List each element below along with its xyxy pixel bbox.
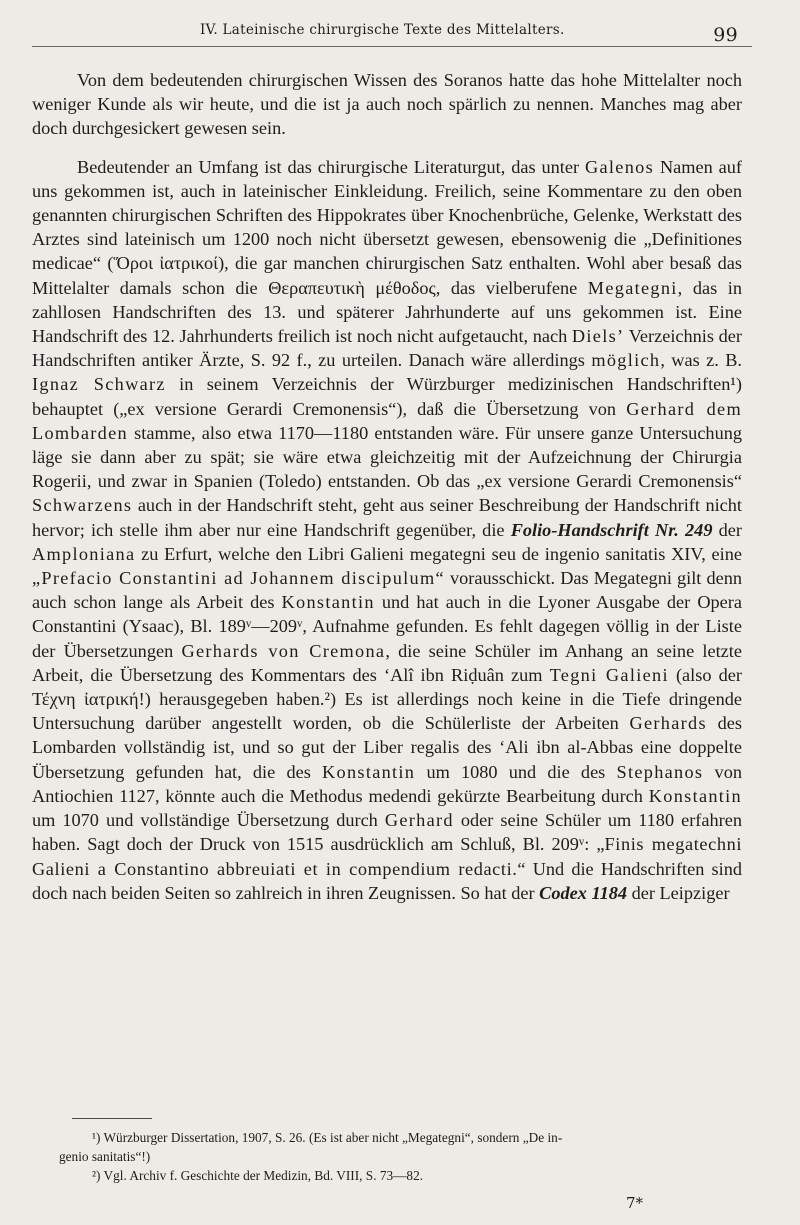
text-run: und hat auch in die Lyoner Ausgabe der Opera Constantini (Ysaac), Bl. 189ᵛ—209ᵛ, Aufnahme gefunden. Es fehlt dagegen völlig in der Liste der Übersetzungen <box>32 592 742 661</box>
name-megategni: Megategni <box>587 277 678 298</box>
text-run: in seinem Verzeichnis der Würzburger medizinischen Handschriften¹) behauptet („ex versione Gerardi Cremonensis“), daß die Übersetzung von <box>32 374 742 419</box>
tegni-galieni: Tegni Galieni <box>549 664 669 685</box>
name-schwarzens: Schwarzens <box>32 495 133 516</box>
name-diels: Diels’ <box>571 326 625 347</box>
body-text <box>32 68 742 905</box>
text-run: (also der Τέχνη ἰατρική!) herausgegeben haben.²) Es ist allerdings noch keine in die Tiefe dringende Untersuchung darüber angestellt worden, ob die Schülerliste der Arbeiten <box>32 664 742 734</box>
text-run: um 1070 und vollständige Übersetzung durch <box>32 810 385 831</box>
footnotes <box>32 1128 752 1185</box>
text-run: , was z. B. <box>660 350 742 371</box>
text-run: oder seine Schüler um 1180 erfahren haben. Sagt doch der Druck von 1515 ausdrücklich am Schluß, Bl. 209ᵛ: „ <box>32 810 742 855</box>
name-amploniana: Amploniana <box>32 543 136 564</box>
text-run: “ Und die Handschriften sind doch nach beiden Seiten so zahlreich in ihren Zeugnissen. So hat der <box>32 858 742 903</box>
header-rule <box>32 46 752 47</box>
footnote-rule <box>72 1118 152 1119</box>
paragraph-2 <box>32 155 742 905</box>
footnote-1-continued: genio sanitatis“!) <box>59 1149 151 1164</box>
running-title: IV. Lateinische chirurgische Texte des Mittelalters. <box>200 22 565 38</box>
name-schwarz: Ignaz Schwarz <box>32 374 166 395</box>
name-stephanos: Stephanos <box>616 761 704 782</box>
name-gerhard-lombarden: Gerhard dem Lombarden <box>32 398 742 443</box>
name-konstantin: Konstantin <box>281 592 375 613</box>
text-run: vorausschickt. Das Megategni gilt denn auch schon lange als Arbeit des <box>32 568 743 613</box>
page-number: 99 <box>713 24 738 46</box>
text-run: stamme, also etwa 1170—1180 entstanden wäre. Für unsere ganze Untersuchung läge sie dann aber zu spät; sie wäre etwa gleichzeitig mit der Aufzeichnung der Chirurgia Rogerii, und zwar in Spanien (Toledo) entstanden. Ob das „ex versione Gerardi Cremonensis“ <box>32 422 742 492</box>
text-run: Namen auf uns gekommen ist, auch in lateinischer Einkleidung. Freilich, seine Kommentare zu den oben genannten chirurgischen Schriften des Hippokrates über Knochenbrüche, Gelenke, Werkstatt des Arztes sind lateinisch um 1200 noch nicht übersetzt gewesen, ebensowenig die „Definitiones medicae“ (Ὅροι ἰατρικοί), die gar manchen chirurgischen Satz enthalten. Wohl aber besaß das Mittelalter damals schon die Θεραπευτικὴ μέθοδος, das vielberufene <box>32 156 743 298</box>
text-run: um 1080 und die des <box>415 761 617 782</box>
text-run: der Leipziger <box>627 882 730 903</box>
text-run: zu Erfurt, welche den Libri Galieni megategni seu de ingenio sanitatis XIV, eine <box>135 543 742 564</box>
folio-handschrift: Folio-Handschrift Nr. 249 <box>510 519 713 540</box>
prefacio-constantini: „Prefacio Constantini ad Johannem discipulum“ <box>32 568 445 589</box>
text-run: , die seine Schüler im Anhang an seine letzte Arbeit, die Übersetzung des Kommentars des ‘Alî ibn Riḍuân zum <box>32 640 742 685</box>
text-run: von Antiochien 1127, könnte auch die Methodus medendi gekürzte Bearbeitung durch <box>32 761 742 806</box>
text-run: auch in der Handschrift steht, geht aus seiner Beschreibung der Handschrift nicht hervor; ich stelle ihm aber nur eine Handschrift gegenüber, die <box>32 495 742 540</box>
codex-1184: Codex 1184 <box>539 882 628 903</box>
word-moeglich: möglich <box>591 350 661 371</box>
name-gerhards: Gerhards <box>629 713 707 734</box>
paragraph-1: Von dem bedeutenden chirurgischen Wissen des Soranos hatte das hohe Mittelalter noch weniger Kunde als wir heute, und die ist ja auch noch spärlich zu nennen. Manches mag aber doch durchgesickert gewesen sein. <box>32 70 742 139</box>
footnote-2: ²) Vgl. Archiv f. Geschichte der Medizin, Bd. VIII, S. 73—82. <box>92 1168 424 1183</box>
text-run: , das in zahllosen Handschriften des 13. und späterer Jahrhunderte auf uns gekommen ist. Eine Handschrift des 12. Jahrhunderts freilich ist noch nicht aufgetaucht, nach <box>32 277 742 347</box>
name-konstantin: Konstantin <box>648 785 742 806</box>
finis-quote: Finis megatechni Galieni a Constantino abbreuiati et in compendium redacti. <box>32 834 742 879</box>
name-gerhard: Gerhard <box>384 810 454 831</box>
name-konstantin: Konstantin <box>322 761 416 782</box>
text-run: Verzeichnis der Handschriften antiker Ärzte, S. 92 f., zu urteilen. Danach wäre allerdings <box>32 326 742 371</box>
footnote-1: ¹) Würzburger Dissertation, 1907, S. 26. (Es ist aber nicht „Megategni“, sondern „De in- <box>92 1130 563 1145</box>
name-galenos: Galenos <box>585 156 655 177</box>
text-run: Bedeutender an Umfang ist das chirurgische Literaturgut, das unter <box>77 156 580 177</box>
signature-mark: 7* <box>626 1194 644 1212</box>
text-run: der <box>712 519 742 540</box>
name-gerhards-cremona: Gerhards von Cremona <box>181 640 386 661</box>
text-run: des Lombarden vollständig ist, und so gut der Liber regalis des ‘Ali ibn al-Abbas eine doppelte Übersetzung gefunden hat, die des <box>32 713 742 782</box>
